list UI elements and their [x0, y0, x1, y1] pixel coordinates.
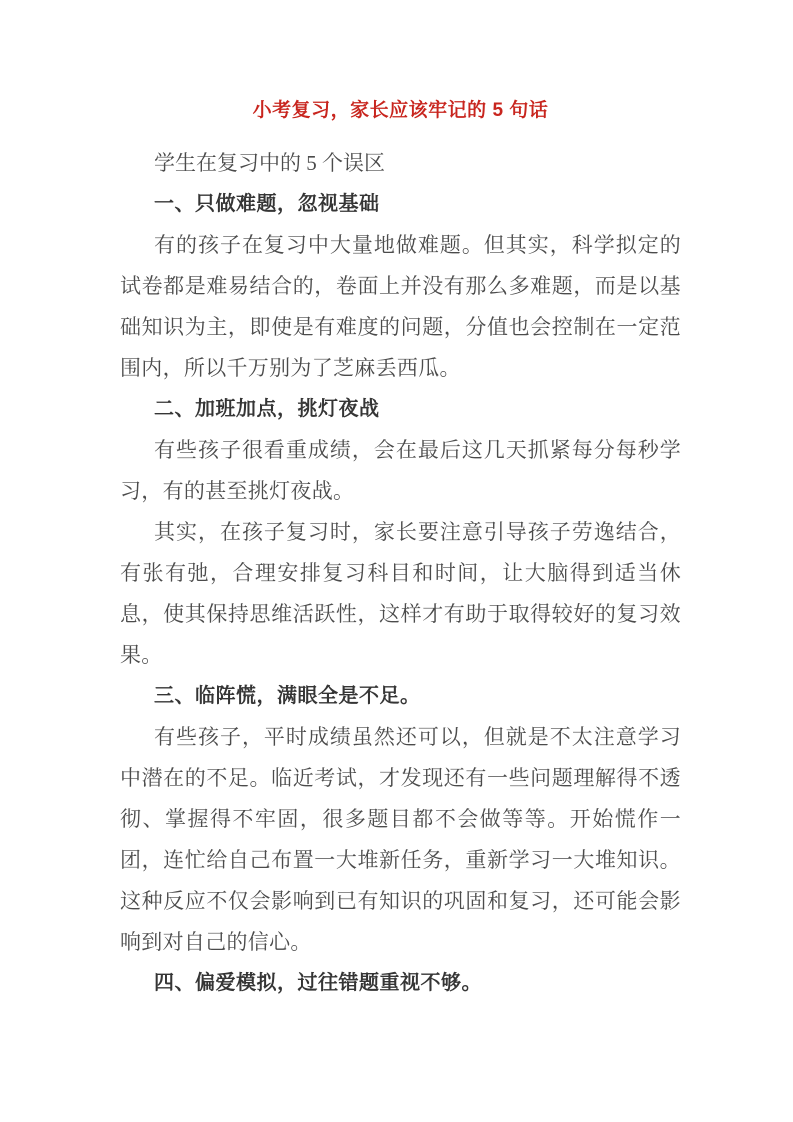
- section-3-paragraph-1: 有些孩子，平时成绩虽然还可以，但就是不太注意学习中潜在的不足。临近考试，才发现还有一些问题理解得不透彻、掌握得不牢固，很多题目都不会做等等。开始慌作一团，连忙给自己布置一大堆新任务，重新学习一大堆知识。这种反应不仅会影响到已有知识的巩固和复习，还可能会影响到对自己的信心。: [120, 725, 681, 954]
- section-3-heading: 三、临阵慌，满眼全是不足。: [154, 685, 421, 707]
- section-1-paragraph-1: 有的孩子在复习中大量地做难题。但其实，科学拟定的试卷都是难易结合的，卷面上并没有那么多难题，而是以基础知识为主，即使是有难度的问题，分值也会控制在一定范围内，所以千万别为了芝麻丢西瓜。: [120, 233, 681, 380]
- section-4-heading: 四、偏爱模拟，过往错题重视不够。: [154, 972, 482, 994]
- section-1-heading: 一、只做难题，忽视基础: [154, 193, 380, 215]
- document-title: 小考复习，家长应该牢记的 5 句话: [252, 100, 549, 121]
- section-2-heading: 二、加班加点，挑灯夜战: [154, 398, 380, 420]
- section-2-paragraph-1: 有些孩子很看重成绩，会在最后这几天抓紧每分每秒学习，有的甚至挑灯夜战。: [120, 438, 681, 503]
- intro-line: 学生在复习中的 5 个误区: [154, 151, 385, 175]
- section-2-paragraph-2: 其实，在孩子复习时，家长要注意引导孩子劳逸结合，有张有弛，合理安排复习科目和时间，让大脑得到适当休息，使其保持思维活跃性，这样才有助于取得较好的复习效果。: [120, 520, 681, 667]
